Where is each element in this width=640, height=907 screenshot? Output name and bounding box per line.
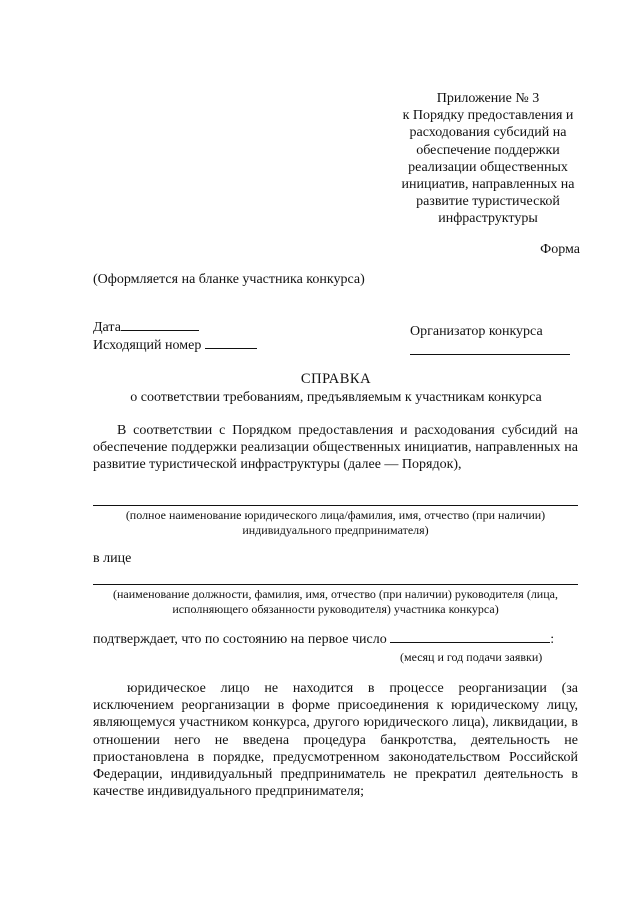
in-person-label: в лице (93, 551, 132, 566)
date-label: Дата (93, 320, 121, 335)
confirm-text: подтверждает, что по состоянию на первое число (93, 632, 387, 647)
requirements-paragraph: юридическое лицо не находится в процессе реорганизации (за исключением реорганизации в форме присоединения к юридическому лицу, являющемуся участником конкурса, другого юридического лица), ликвидации, в отношении него не введена процедура банкротства, деятельность не приостановлена в порядке, предусмотренном законодательством Российской Федерации, индивидуальный предприниматель не прекратил деятельность в качестве индивидуального предпринимателя; (93, 681, 578, 800)
appendix-line: развитие туристической (416, 194, 560, 210)
month-year-blank-line (390, 642, 550, 643)
representative-caption (93, 587, 578, 617)
organizer-label: Организатор конкурса (410, 324, 543, 339)
confirm-colon: : (550, 632, 555, 647)
document-title: СПРАВКА (300, 371, 372, 387)
blank-note: (Оформляется на бланке участника конкурса) (93, 272, 365, 287)
caption-line: (наименование должности, фамилия, имя, отчество (при наличии) руководителя (лица, (113, 587, 558, 601)
date-field (93, 320, 199, 336)
caption-line: исполняющего обязанности руководителя) участника конкурса) (172, 602, 499, 616)
appendix-line: расходования субсидий на (409, 125, 567, 141)
appendix-line: инициатив, направленных на (401, 177, 575, 193)
applicant-name-blank-line (93, 505, 578, 506)
outgoing-number-field (93, 338, 257, 354)
outgoing-number-blank-line (205, 348, 257, 349)
date-blank-line (121, 330, 199, 331)
outgoing-number-label: Исходящий номер (93, 338, 202, 353)
appendix-header (388, 90, 588, 228)
applicant-name-caption (93, 508, 578, 538)
appendix-line: реализации общественных (408, 159, 568, 175)
caption-line: индивидуального предпринимателя) (242, 523, 429, 537)
appendix-line: обеспечение поддержки (416, 142, 560, 158)
appendix-line: к Порядку предоставления и (402, 108, 574, 124)
appendix-line: Приложение № 3 (436, 91, 540, 106)
appendix-line: инфраструктуры (438, 211, 538, 227)
form-label: Форма (540, 242, 580, 257)
representative-blank-line (93, 584, 578, 585)
confirm-line (93, 632, 554, 648)
document-subtitle: о соответствии требованиям, предъявляемым к участникам конкурса (130, 390, 542, 405)
caption-line: (полное наименование юридического лица/фамилия, имя, отчество (при наличии) (125, 508, 546, 522)
organizer-blank-line (410, 354, 570, 355)
month-year-caption: (месяц и год подачи заявки) (400, 650, 543, 664)
intro-paragraph: В соответствии с Порядком предоставления и расходования субсидий на обеспечение поддержки реализации общественных инициатив, направленных на развитие туристической инфраструктуры (далее — Порядок), (93, 423, 578, 473)
